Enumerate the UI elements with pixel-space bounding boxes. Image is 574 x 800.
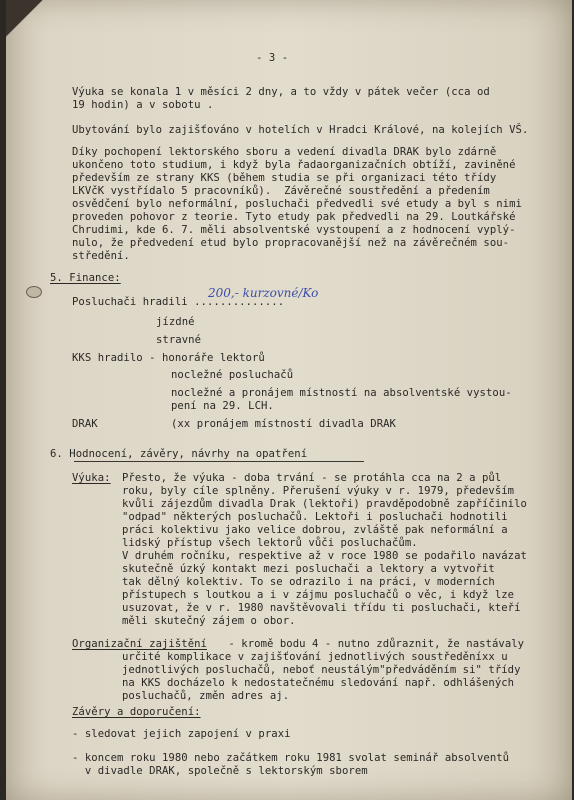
- vyuka-line: přístupech s loutkou a i v zájmu posluchačů o věc, i když lze: [122, 589, 515, 601]
- paragraph-line: středění.: [72, 250, 130, 262]
- paragraph-line: LKVčK vystřídalo 5 pracovníků). Závěrečné soustředění a předením: [72, 185, 490, 197]
- finance-row: DRAK: [72, 418, 98, 430]
- finance-row: nocležné posluchačů: [171, 369, 294, 381]
- paragraph-line: proveden pohovor z teorie. Tyto etudy pak předvedli na 29. Loutkářské: [72, 211, 516, 223]
- vyuka-line: roku, byly cíle splněny. Přerušení výuky v r. 1979, především: [122, 485, 515, 497]
- finance-row: KKS hradilo - honoráře lektorů: [72, 352, 265, 364]
- vyuka-line: "odpad" některých posluchačů. Lektoři i posluchači hodnotili: [122, 511, 508, 523]
- accommodation-line: Ubytování bylo zajišťováno v hotelích v Hradci Králové, na kolejích VŠ.: [72, 124, 529, 136]
- finance-row: pení na 29. LCH.: [171, 400, 274, 412]
- vyuka-line: měli skutečný zájem o obor.: [122, 615, 296, 627]
- finance-row: (xx pronájem místností divadla DRAK: [171, 418, 396, 430]
- handwritten-note: 200,- kurzovné/Ko: [208, 286, 319, 300]
- document-page: [6, 0, 572, 800]
- intro-line-1: Výuka se konala 1 v měsíci 2 dny, a to vždy v pátek večer (cca od: [72, 86, 490, 98]
- page-number: - 3 -: [256, 52, 289, 64]
- zavery-item: - koncem roku 1980 nebo začátkem roku 1981 svolat seminář absolventů: [72, 752, 510, 764]
- paragraph-line: ukončeno toto studium, i když byla řadaorganizačních obtíží, zaviněné: [72, 159, 516, 171]
- section-6-heading: 6. Hodnocení, závěry, návrhy na opatření: [50, 448, 308, 460]
- zavery-label: Závěry a doporučení:: [72, 706, 201, 718]
- vyuka-line: usuzovat, že v r. 1980 navštěvovali třídu ti posluchači, kteří: [122, 602, 521, 614]
- vyuka-label: Výuka:: [72, 472, 111, 484]
- vyuka-line: skutečně úzký kontakt mezi posluchači a lektory a vytvořit: [122, 563, 495, 575]
- org-label: Organizační zajištění: [72, 638, 207, 650]
- zavery-item: v divadle DRAK, společně s lektorským sborem: [72, 765, 368, 777]
- org-line: jednotlivých posluchačů, neboť neustálým"předváděním si" třídy: [122, 664, 521, 676]
- org-line: určité komplikace v zajišťování jednotlivých soustředěníxx u: [122, 651, 508, 663]
- paragraph-line: osvědčení bylo neformální, posluchači předvedli své etudy a byl s nimi: [72, 198, 522, 210]
- finance-row: stravné: [156, 334, 201, 346]
- org-line: posluchačů, změn adres aj.: [122, 690, 290, 702]
- paragraph-line: nulo, že předvedení etud bylo propracovanější než na závěrečném sou-: [72, 237, 510, 249]
- finance-row: jízdné: [156, 316, 195, 328]
- zavery-item: - sledovat jejich zapojení v praxi: [72, 728, 291, 740]
- paragraph-line: především ze strany KKS (během studia se při organizaci této třídy: [72, 172, 497, 184]
- paragraph-line: Chrudimi, kde 6. 7. měli absolventské vystoupení a z hodnocení vyplý-: [72, 224, 516, 236]
- intro-line-2: 19 hodin) a v sobotu .: [72, 99, 214, 111]
- finance-row: nocležné a pronájem místností na absolventské vystou-: [171, 387, 512, 399]
- vyuka-line: V druhém ročníku, respektive až v roce 1980 se podařilo navázat: [122, 550, 527, 562]
- org-line: na KKS docházelo k nedostatečnému sledování např. odhlášených: [122, 677, 515, 689]
- finance-row: Posluchači hradili ..............: [72, 296, 285, 308]
- folded-corner: [6, 0, 66, 60]
- vyuka-line: lidský přístup všech lektorů vůči posluchačům.: [122, 537, 418, 549]
- finance-heading: 5. Finance:: [50, 272, 121, 284]
- vyuka-line: Přesto, že výuka - doba trvání - se protáhla cca na 2 a půl: [122, 472, 502, 484]
- org-line: - kromě bodu 4 - nutno zdůraznit, že nastávaly: [222, 638, 525, 650]
- punch-hole: [26, 286, 42, 298]
- vyuka-line: tak dělný kolektiv. To se odrazilo i na práci, v moderních: [122, 576, 495, 588]
- vyuka-line: práci kolektivu jako velice dobrou, zvláště pak neformální a: [122, 524, 508, 536]
- heading-underline: [74, 461, 364, 462]
- paragraph-line: Díky pochopení lektorského sboru a vedení divadla DRAK bylo zdárně: [72, 146, 497, 158]
- vyuka-line: kvůli zájezdům divadla Drak (lektoři) pravděpodobně zapříčinilo: [122, 498, 527, 510]
